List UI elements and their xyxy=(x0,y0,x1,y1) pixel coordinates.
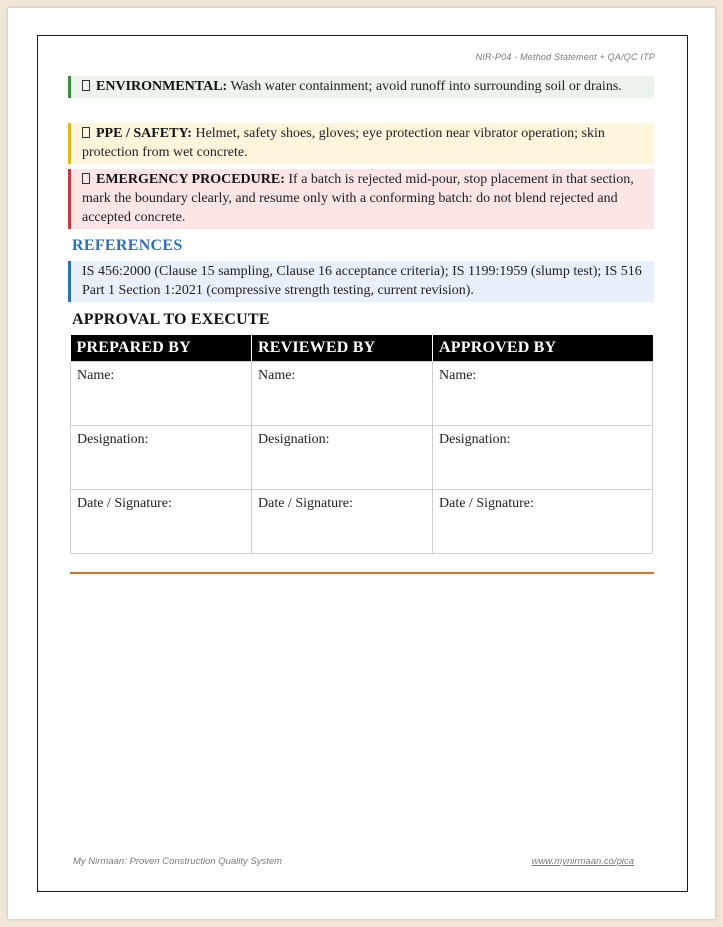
approval-table xyxy=(70,335,653,554)
environmental-text: Wash water containment; avoid runoff into surrounding soil or drains. xyxy=(227,79,622,94)
note-icon xyxy=(82,173,90,184)
name-field[interactable]: Name: xyxy=(71,362,252,426)
name-field[interactable]: Name: xyxy=(433,362,653,426)
section-divider xyxy=(70,572,654,574)
name-field[interactable]: Name: xyxy=(252,362,433,426)
footer-company: My Nirmaan: Proven Construction Quality System xyxy=(73,856,283,867)
note-icon xyxy=(82,80,90,91)
footer-link[interactable]: www.mynirmaan.co/pica xyxy=(531,856,634,867)
environmental-title: ENVIRONMENTAL: xyxy=(96,79,228,94)
date-signature-field[interactable]: Date / Signature: xyxy=(433,490,653,554)
emergency-callout xyxy=(68,169,654,229)
ppe-safety-callout xyxy=(68,123,654,164)
date-signature-field[interactable]: Date / Signature: xyxy=(71,490,252,554)
ppe-safety-text: Helmet, safety shoes, gloves; eye protection near vibrator operation; skin protection from wet concrete. xyxy=(82,126,605,160)
references-text: IS 456:2000 (Clause 15 sampling, Clause 16 acceptance criteria); IS 1199:1959 (slump test); IS 516 Part 1 Section 1:2021 (compressive strength testing, current revision). xyxy=(82,264,642,298)
designation-field[interactable]: Designation: xyxy=(433,426,653,490)
ppe-safety-title: PPE / SAFETY: xyxy=(96,126,192,141)
note-icon xyxy=(82,127,90,138)
designation-field[interactable]: Designation: xyxy=(252,426,433,490)
table-row xyxy=(71,490,653,554)
date-signature-field[interactable]: Date / Signature: xyxy=(252,490,433,554)
environmental-callout xyxy=(68,76,654,98)
references-callout xyxy=(68,261,654,302)
emergency-text: If a batch is rejected mid-pour, stop placement in that section, mark the boundary clearly, and resume only with a conforming batch: do not blend rejected and accepted concrete. xyxy=(82,172,634,225)
approval-heading: APPROVAL TO EXECUTE xyxy=(72,311,270,328)
table-row xyxy=(71,426,653,490)
approved-by-header: APPROVED BY xyxy=(433,335,653,362)
emergency-title: EMERGENCY PROCEDURE: xyxy=(96,172,285,187)
document-reference: NIR-P04 - Method Statement + QA/QC ITP xyxy=(475,52,655,62)
table-row xyxy=(71,362,653,426)
reviewed-by-header: REVIEWED BY xyxy=(252,335,433,362)
designation-field[interactable]: Designation: xyxy=(71,426,252,490)
references-heading: REFERENCES xyxy=(72,237,183,254)
approval-header-row xyxy=(71,335,653,362)
prepared-by-header: PREPARED BY xyxy=(71,335,252,362)
